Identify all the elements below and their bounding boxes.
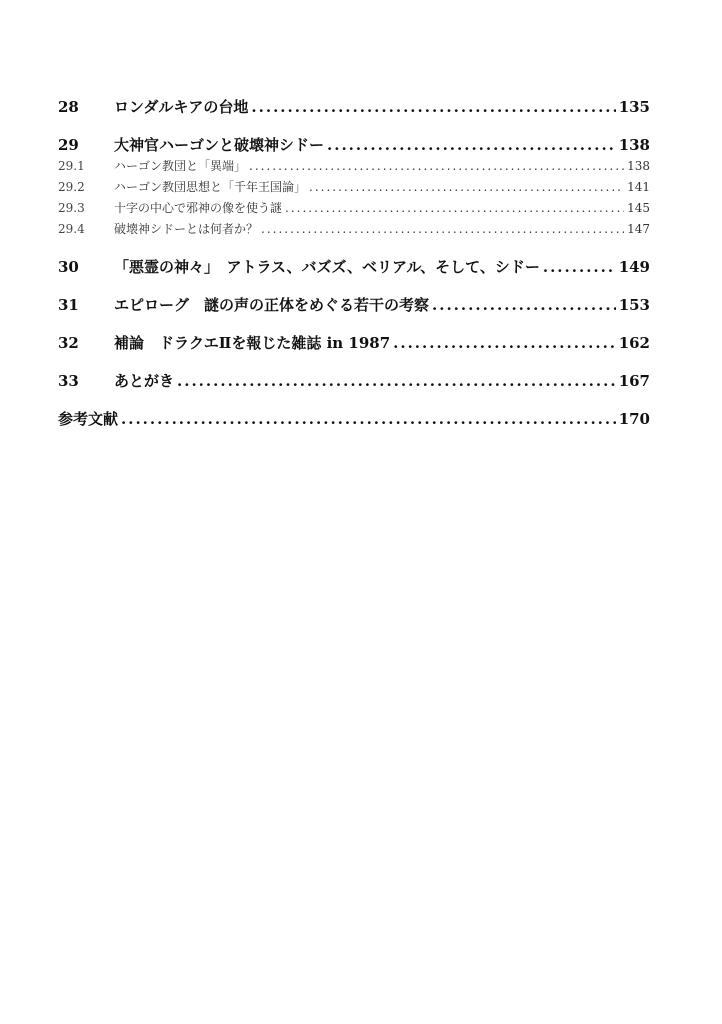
toc-entry-29-1[interactable] — [58, 157, 650, 174]
dot-leader — [285, 201, 624, 215]
toc-entry-29[interactable] — [58, 134, 650, 155]
page-number: 135 — [618, 98, 650, 116]
chapter-title: ロンダルキアの台地 — [114, 98, 249, 116]
page-number: 162 — [618, 334, 650, 352]
chapter-title: 大神官ハーゴンと破壊神シドー — [114, 136, 325, 154]
toc-entry-33[interactable] — [58, 370, 650, 391]
dot-leader — [327, 136, 616, 154]
toc-entry-32[interactable] — [58, 332, 650, 353]
page-number: 153 — [618, 296, 650, 314]
chapter-number: 28 — [58, 98, 79, 116]
chapter-title: 「悪霊の神々」 アトラス、バズズ、ベリアル、そして、シドー — [114, 258, 540, 276]
section-number: 29.4 — [58, 222, 85, 236]
chapter-number: 32 — [58, 334, 79, 352]
page-number: 145 — [627, 201, 650, 215]
page-number: 147 — [627, 222, 650, 236]
section-title: 十字の中心で邪神の像を使う謎 — [114, 201, 283, 215]
section-number: 29.1 — [58, 159, 85, 173]
dot-leader — [251, 98, 615, 116]
chapter-number: 31 — [58, 296, 79, 314]
chapter-number: 29 — [58, 136, 79, 154]
section-title: ハーゴン教団思想と「千年王国論」 — [114, 180, 307, 194]
chapter-number: 33 — [58, 372, 79, 390]
chapter-number: 30 — [58, 258, 79, 276]
page-number: 138 — [627, 159, 650, 173]
dot-leader — [261, 222, 624, 236]
dot-leader — [309, 180, 624, 194]
toc-entry-references[interactable] — [58, 408, 650, 429]
section-number: 29.2 — [58, 180, 85, 194]
chapter-title: エピローグ 謎の声の正体をめぐる若干の考察 — [114, 296, 430, 314]
page-number: 149 — [618, 258, 650, 276]
page-number: 170 — [618, 410, 650, 428]
section-title: 破壊神シドーとは何者か？ — [114, 222, 259, 236]
chapter-title: 補論 ドラクエⅡを報じた雑誌 in 1987 — [114, 334, 391, 352]
toc-entry-28[interactable] — [58, 96, 650, 117]
section-title: ハーゴン教団と「異端」 — [114, 159, 247, 173]
toc-entry-29-3[interactable] — [58, 199, 650, 216]
toc-entry-29-2[interactable] — [58, 178, 650, 195]
toc-entry-29-4[interactable] — [58, 220, 650, 237]
chapter-title: 参考文献 — [58, 410, 119, 428]
toc-entry-31[interactable] — [58, 294, 650, 315]
dot-leader — [177, 372, 616, 390]
dot-leader — [393, 334, 616, 352]
chapter-title: あとがき — [114, 372, 175, 390]
dot-leader — [249, 159, 624, 173]
section-number: 29.3 — [58, 201, 85, 215]
dot-leader — [432, 296, 616, 314]
toc-entry-30[interactable] — [58, 256, 650, 277]
dot-leader — [121, 410, 616, 428]
dot-leader — [543, 258, 616, 276]
page-number: 167 — [618, 372, 650, 390]
page-number: 138 — [618, 136, 650, 154]
page-number: 141 — [627, 180, 650, 194]
